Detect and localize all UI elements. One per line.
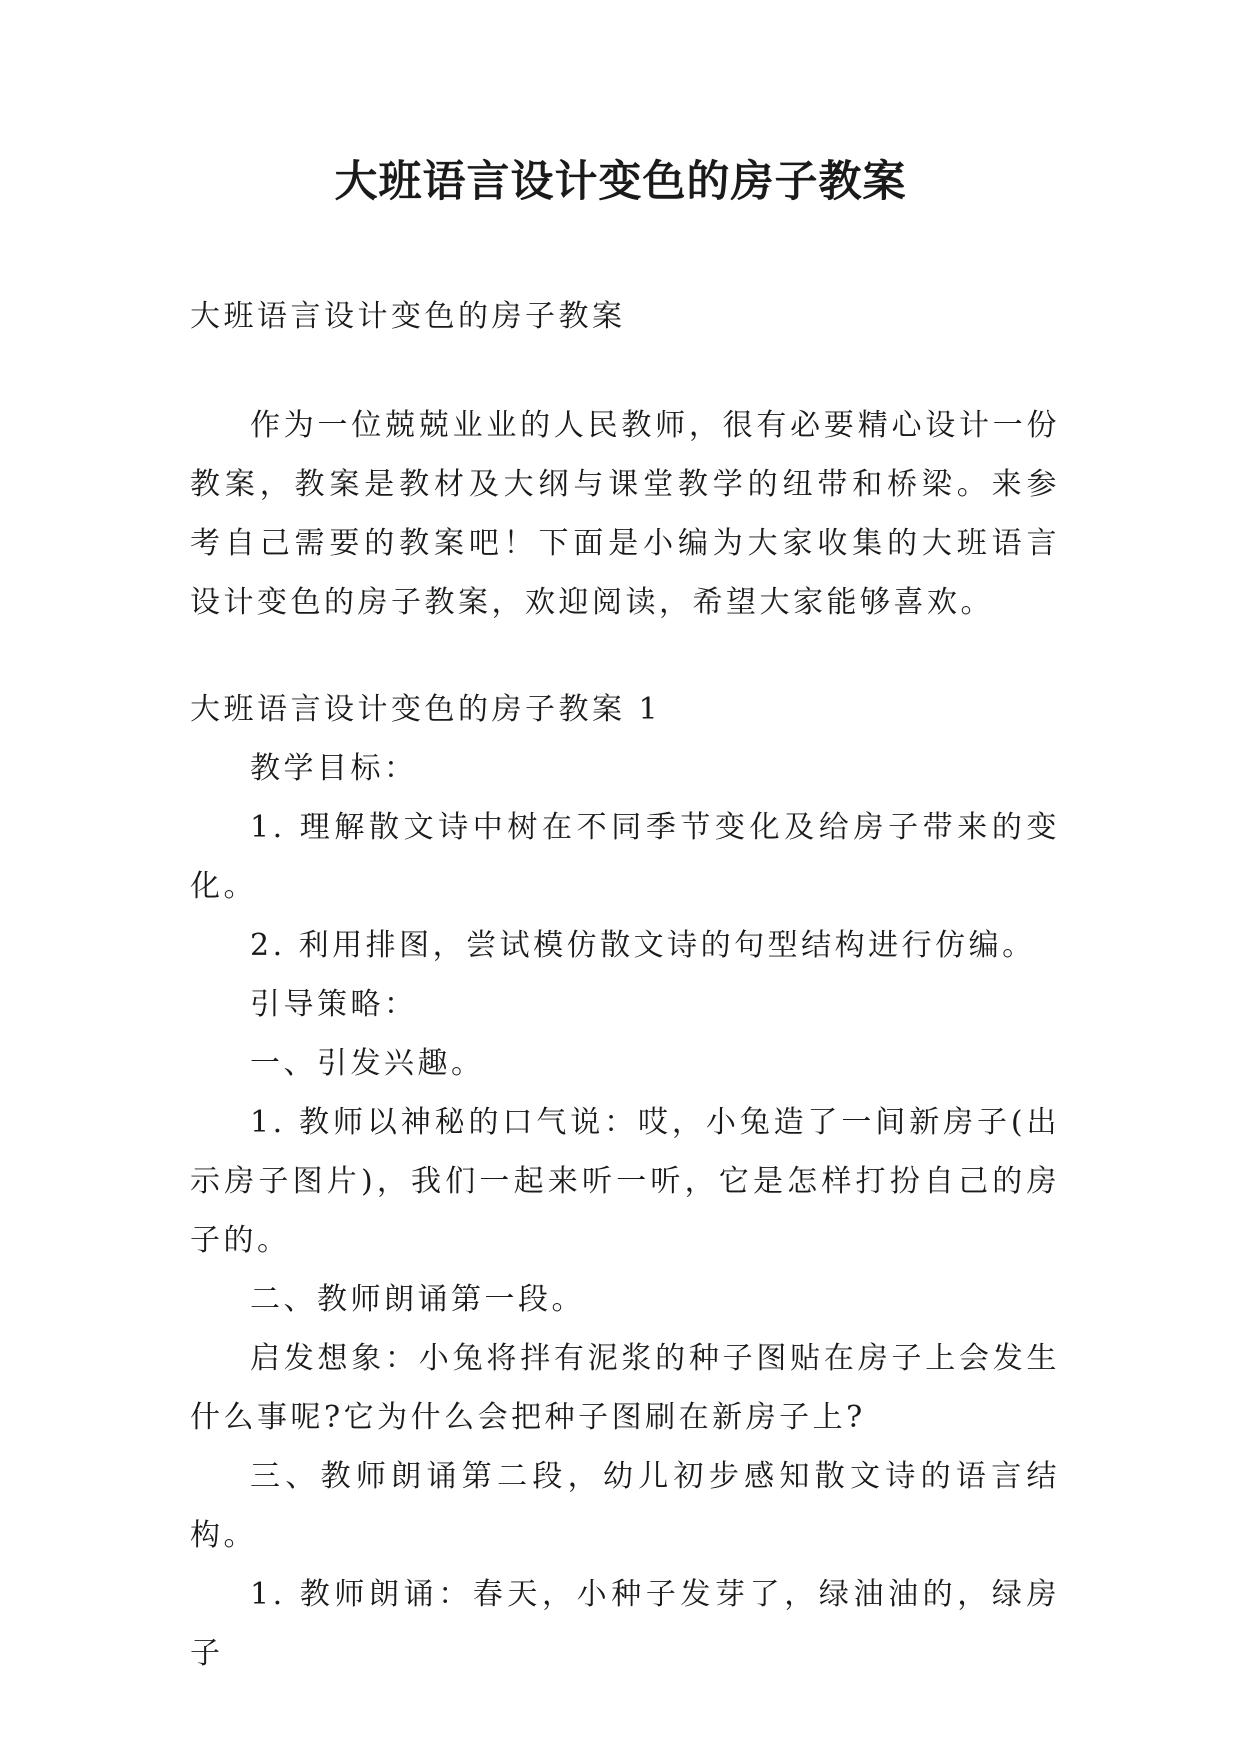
paragraph: 教学目标：	[250, 751, 418, 786]
paragraph: 启发想象：小兔将拌有泥浆的种子图贴在房子上会发生什么事呢?它为什么会把种子图刷在新房子上?	[190, 1341, 1060, 1435]
document-body	[190, 287, 1060, 1683]
paragraph: 1. 教师朗诵：春天，小种子发芽了，绿油油的，绿房子	[190, 1577, 1060, 1671]
paragraph: 一、引发兴趣。	[250, 1046, 485, 1081]
paragraph: 1. 理解散文诗中树在不同季节变化及给房子带来的变化。	[190, 810, 1060, 904]
intro-paragraph: 作为一位兢兢业业的人民教师，很有必要精心设计一份教案，教案是教材及大纲与课堂教学的纽带和桥梁。来参考自己需要的教案吧！下面是小编为大家收集的大班语言设计变色的房子教案，欢迎阅读，希望大家能够喜欢。	[190, 408, 1060, 620]
paragraph: 2. 利用排图，尝试模仿散文诗的句型结构进行仿编。	[250, 928, 1036, 963]
paragraph: 1. 教师以神秘的口气说：哎，小兔造了一间新房子(出示房子图片)，我们一起来听一听，它是怎样打扮自己的房子的。	[190, 1105, 1060, 1258]
paragraph: 三、教师朗诵第二段，幼儿初步感知散文诗的语言结构。	[190, 1459, 1060, 1553]
section-heading: 大班语言设计变色的房子教案 1	[190, 692, 662, 727]
document-title: 大班语言设计变色的房子教案	[334, 157, 907, 207]
paragraph: 二、教师朗诵第一段。	[250, 1282, 585, 1317]
paragraph: 引导策略：	[250, 987, 418, 1022]
document-subtitle: 大班语言设计变色的房子教案	[190, 299, 626, 334]
